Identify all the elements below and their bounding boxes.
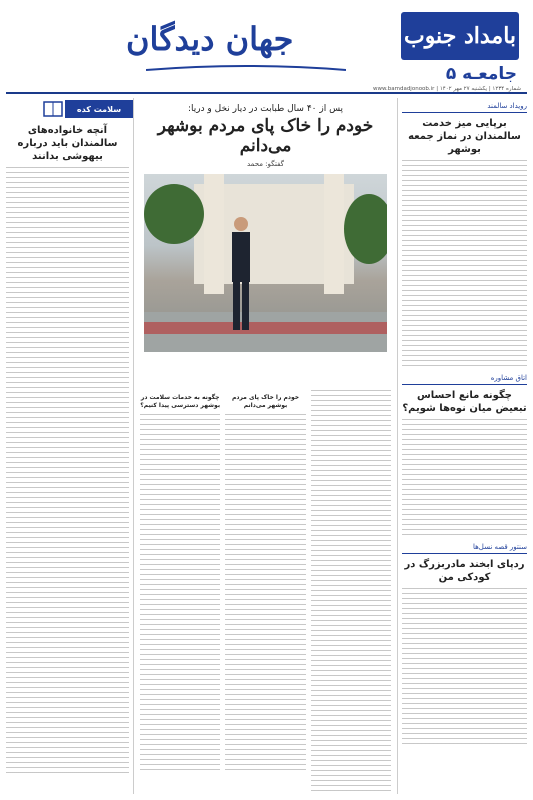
- swoosh-decoration: [146, 64, 346, 74]
- pullquote: خودم را خاک پای مردم بوشهر می‌دانم: [231, 394, 300, 409]
- right-column: [397, 98, 527, 794]
- headline-counsel: چگونه مانع احساس تبعیض میان نوه‌ها شویم؟: [402, 390, 527, 414]
- middle-column: [140, 98, 391, 794]
- pillar: [324, 174, 344, 294]
- health-body: [6, 167, 129, 777]
- interview-title: خودم را خاک پای مردم بوشهر می‌دانم: [157, 116, 374, 156]
- walkway: [144, 322, 387, 334]
- interview-kicker: پس از ۴۰ سال طبابت در دیار نخل و دریا:: [187, 104, 344, 114]
- section-number: جامعـه ۵: [445, 64, 517, 84]
- article-body-counsel: [402, 419, 527, 539]
- masthead: [6, 6, 527, 94]
- byline: گفتگو: محمد: [246, 160, 285, 168]
- health-badge: سلامت کده: [65, 100, 133, 118]
- left-column: [6, 98, 134, 794]
- headline-event: برپایی میز خدمت سالمندان در نماز جمعه بوشهر: [408, 118, 521, 155]
- body-col: [311, 390, 391, 794]
- article-body-event: [402, 160, 527, 370]
- headline-story: ردپای ابخند مادربزرگ در کودکی من: [404, 559, 525, 583]
- kicker-story: سنتور قصه نسل‌ها: [402, 543, 527, 554]
- body-col: [225, 390, 305, 794]
- interview-body: [140, 390, 391, 794]
- newspaper-logo: بامداد جنوب: [401, 12, 519, 60]
- health-headline: آنچه خانواده‌های سالمندان باید درباره بیهوشی بدانند: [17, 125, 118, 162]
- book-icon: [43, 100, 63, 118]
- kicker-counsel: اتاق مشاوره: [402, 374, 527, 385]
- man-figure: [228, 214, 254, 334]
- section-title: جهان دیدگان: [126, 20, 294, 58]
- body-col: [140, 390, 220, 794]
- article-body-story: [402, 588, 527, 748]
- kicker-event: رویداد سالمند: [402, 102, 527, 113]
- pillar: [204, 174, 224, 294]
- pullquote: چگونه به خدمات سلامت در بوشهر دسترسی پیدا کنیم؟: [140, 394, 221, 409]
- tree: [344, 194, 387, 264]
- interview-photo: [144, 174, 387, 352]
- issue-line: شماره ۱۲۳۴ | یکشنبه ۲۷ مهر ۱۴۰۲ | www.bamdadjonoob.ir: [373, 86, 521, 92]
- tree: [144, 184, 204, 244]
